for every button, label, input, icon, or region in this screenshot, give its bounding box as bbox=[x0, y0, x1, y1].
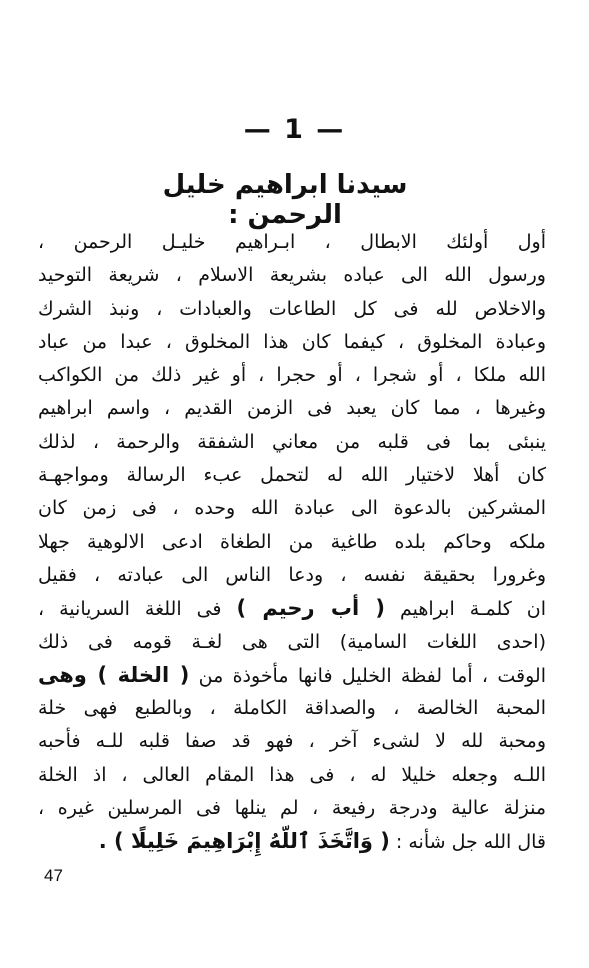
line-text: ملكه وحاكم بلده طاغية من الطغاة ادعى الالوهية جهلا bbox=[38, 530, 546, 553]
line-text: اللـه وجعله خليلا له ، فى هذا المقام العالى ، اذ الخلة bbox=[38, 763, 546, 786]
text-line bbox=[38, 326, 546, 359]
section-title: سيدنا ابراهيم خليل الرحمن : bbox=[162, 170, 408, 230]
line-text: ومحبة لله لا لشىء آخر ، فهو قد صفا قلبه للـه فأحبه bbox=[38, 730, 546, 753]
line-text: كان أهلا لاختيار الله له لتحمل عبء الرسالة ومواجهـة bbox=[38, 464, 546, 487]
emphasized-phrase: ( وَاتَّخَذَ ٱللَّهُ إِبْرَاهِيمَ خَلِيلًا ) . bbox=[98, 829, 390, 854]
text-line bbox=[38, 426, 546, 459]
page-number: 47 bbox=[44, 866, 63, 885]
line-text: منزلة عالية ودرجة رفيعة ، لم ينلها فى المرسلين غيره ، bbox=[38, 797, 546, 820]
line-text: قال الله جل شأنه : bbox=[389, 831, 546, 854]
line-text: ورسول الله الى عباده بشريعة الاسلام ، شريعة التوحيد bbox=[38, 264, 546, 287]
chapter-number: — 1 — bbox=[243, 114, 346, 145]
line-text: (احدى اللغات السامية) التى هى لغـة قومه فى ذلك bbox=[38, 630, 546, 653]
line-text: وغرورا بحقيقة نفسه ، ودعا الناس الى عبادته ، فقيل bbox=[38, 563, 546, 586]
line-text: ينبئى بما فى قلبه من معاني الشفقة والرحمة ، لذلك bbox=[38, 430, 546, 453]
text-line bbox=[38, 725, 546, 758]
line-text: الوقت ، أما لفظة الخليل فانها مأخوذة من bbox=[189, 664, 546, 687]
text-line bbox=[38, 792, 546, 825]
line-text: المحبة الخالصة ، والصداقة الكاملة ، وبالطبع فهى خلة bbox=[38, 697, 546, 720]
text-line bbox=[38, 626, 546, 659]
text-line bbox=[38, 492, 546, 525]
text-line bbox=[38, 526, 546, 559]
text-line bbox=[38, 226, 546, 259]
text-line bbox=[38, 659, 546, 692]
text-line bbox=[38, 459, 546, 492]
body-paragraph bbox=[38, 226, 546, 859]
emphasized-phrase: ( أب رحيم ) bbox=[236, 596, 386, 621]
text-line bbox=[38, 259, 546, 292]
line-text: المشركين بالدعوة الى عبادة الله وحده ، فى زمن كان bbox=[38, 497, 546, 520]
text-line bbox=[38, 592, 546, 625]
emphasized-phrase: ( الخلة ) وهى bbox=[38, 662, 190, 687]
text-line bbox=[38, 392, 546, 425]
text-line bbox=[38, 692, 546, 725]
line-text: ان كلمـة ابراهيم bbox=[385, 598, 546, 621]
text-line bbox=[38, 359, 546, 392]
line-text: والاخلاص لله فى كل الطاعات والعبادات ، ونبذ الشرك bbox=[38, 297, 546, 320]
line-text: أول أولئك الابطال ، ابـراهيم خليـل الرحمن ، bbox=[38, 231, 546, 253]
line-text: فى اللغة السريانية ، bbox=[38, 598, 237, 621]
text-line bbox=[38, 293, 546, 326]
line-text: وعبادة المخلوق ، كيفما كان هذا المخلوق ، عبدا من عباد bbox=[38, 330, 546, 353]
text-line bbox=[38, 759, 546, 792]
line-text: وغيرها ، مما كان يعبد فى الزمن القديم ، واسم ابراهيم bbox=[38, 397, 546, 420]
line-text: الله ملكا ، أو شجرا ، أو حجرا ، أو غير ذلك من الكواكب bbox=[38, 364, 546, 387]
text-line bbox=[38, 825, 546, 858]
text-line bbox=[38, 559, 546, 592]
